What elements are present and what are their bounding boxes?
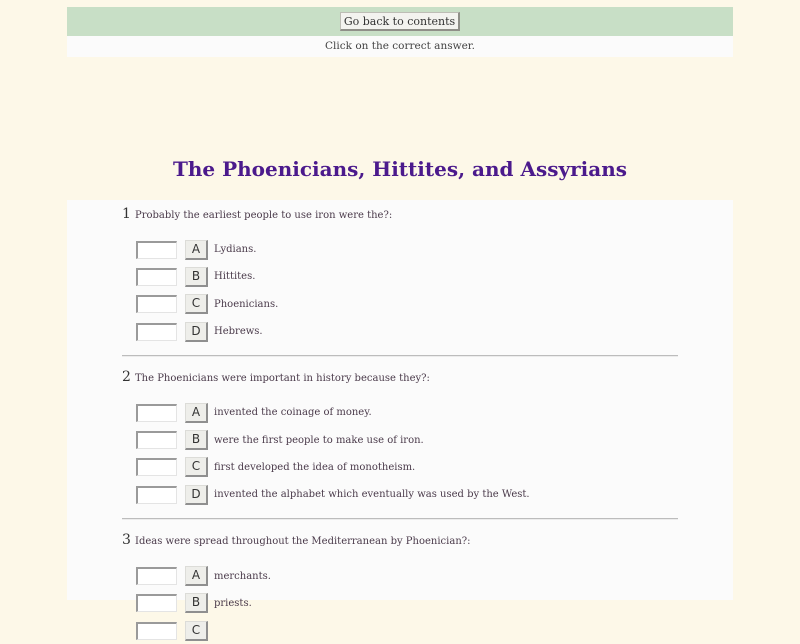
answer-feedback-box bbox=[136, 594, 177, 612]
answer-feedback-box bbox=[136, 404, 177, 422]
answer-d-button[interactable]: D bbox=[185, 485, 208, 505]
answer-option-b bbox=[136, 590, 678, 617]
answer-feedback-box bbox=[136, 431, 177, 449]
answer-option-b bbox=[136, 426, 678, 453]
answer-a-button[interactable]: A bbox=[185, 240, 208, 260]
answer-option-b bbox=[136, 263, 678, 290]
answer-text: first developed the idea of monotheism. bbox=[214, 461, 416, 473]
question-header bbox=[122, 363, 678, 391]
answer-text: were the first people to make use of iron. bbox=[214, 434, 424, 446]
quiz-panel bbox=[67, 200, 733, 637]
go-back-to-contents-button[interactable]: Go back to contents bbox=[340, 12, 460, 31]
answer-option-c bbox=[136, 617, 678, 644]
answer-feedback-box bbox=[136, 295, 177, 313]
top-navigation-bar bbox=[67, 7, 733, 36]
answer-option-d bbox=[136, 318, 678, 345]
answer-c-button[interactable]: C bbox=[185, 457, 208, 477]
question-1 bbox=[122, 200, 678, 357]
answer-c-button[interactable]: C bbox=[185, 294, 208, 314]
answer-feedback-box bbox=[136, 486, 177, 504]
answer-text: invented the coinage of money. bbox=[214, 407, 372, 419]
question-number: 1 bbox=[122, 206, 131, 222]
answer-b-button[interactable]: B bbox=[185, 267, 208, 287]
answer-feedback-box bbox=[136, 241, 177, 259]
answer-text: priests. bbox=[214, 597, 252, 609]
question-text: The Phoenicians were important in history because they?: bbox=[135, 373, 430, 385]
answer-text: Phoenicians. bbox=[214, 298, 279, 310]
question-text: Ideas were spread throughout the Mediterranean by Phoenician?: bbox=[135, 536, 471, 548]
instruction-text: Click on the correct answer. bbox=[67, 36, 733, 57]
question-number: 2 bbox=[122, 369, 131, 386]
answer-option-a bbox=[136, 236, 678, 263]
answer-text: Lydians. bbox=[214, 244, 257, 256]
answer-feedback-box bbox=[136, 622, 177, 640]
answer-c-button[interactable]: C bbox=[185, 621, 208, 641]
answer-feedback-box bbox=[136, 567, 177, 585]
answer-options bbox=[122, 399, 678, 508]
answer-d-button[interactable]: D bbox=[185, 322, 208, 342]
answer-b-button[interactable]: B bbox=[185, 430, 208, 450]
page-title: The Phoenicians, Hittites, and Assyrians bbox=[172, 157, 628, 181]
answer-options bbox=[122, 562, 678, 644]
answer-option-d bbox=[136, 481, 678, 508]
question-divider bbox=[122, 355, 678, 357]
answer-feedback-box bbox=[136, 323, 177, 341]
question-3 bbox=[122, 526, 678, 644]
answer-text: invented the alphabet which eventually was used by the West. bbox=[214, 489, 530, 501]
answer-option-c bbox=[136, 454, 678, 481]
question-2 bbox=[122, 363, 678, 520]
answer-feedback-box bbox=[136, 458, 177, 476]
question-number: 3 bbox=[122, 532, 131, 549]
answer-a-button[interactable]: A bbox=[185, 566, 208, 586]
answer-text: Hebrews. bbox=[214, 326, 263, 338]
answer-a-button[interactable]: A bbox=[185, 403, 208, 423]
answer-feedback-box bbox=[136, 268, 177, 286]
answer-option-a bbox=[136, 562, 678, 589]
answer-options bbox=[122, 236, 678, 345]
answer-text: merchants. bbox=[214, 570, 271, 582]
answer-option-c bbox=[136, 291, 678, 318]
answer-b-button[interactable]: B bbox=[185, 593, 208, 613]
answer-option-a bbox=[136, 399, 678, 426]
question-header bbox=[122, 200, 678, 228]
question-text: Probably the earliest people to use iron were the?: bbox=[135, 210, 393, 221]
answer-text: Hittites. bbox=[214, 271, 256, 283]
question-header bbox=[122, 526, 678, 554]
question-divider bbox=[122, 518, 678, 520]
